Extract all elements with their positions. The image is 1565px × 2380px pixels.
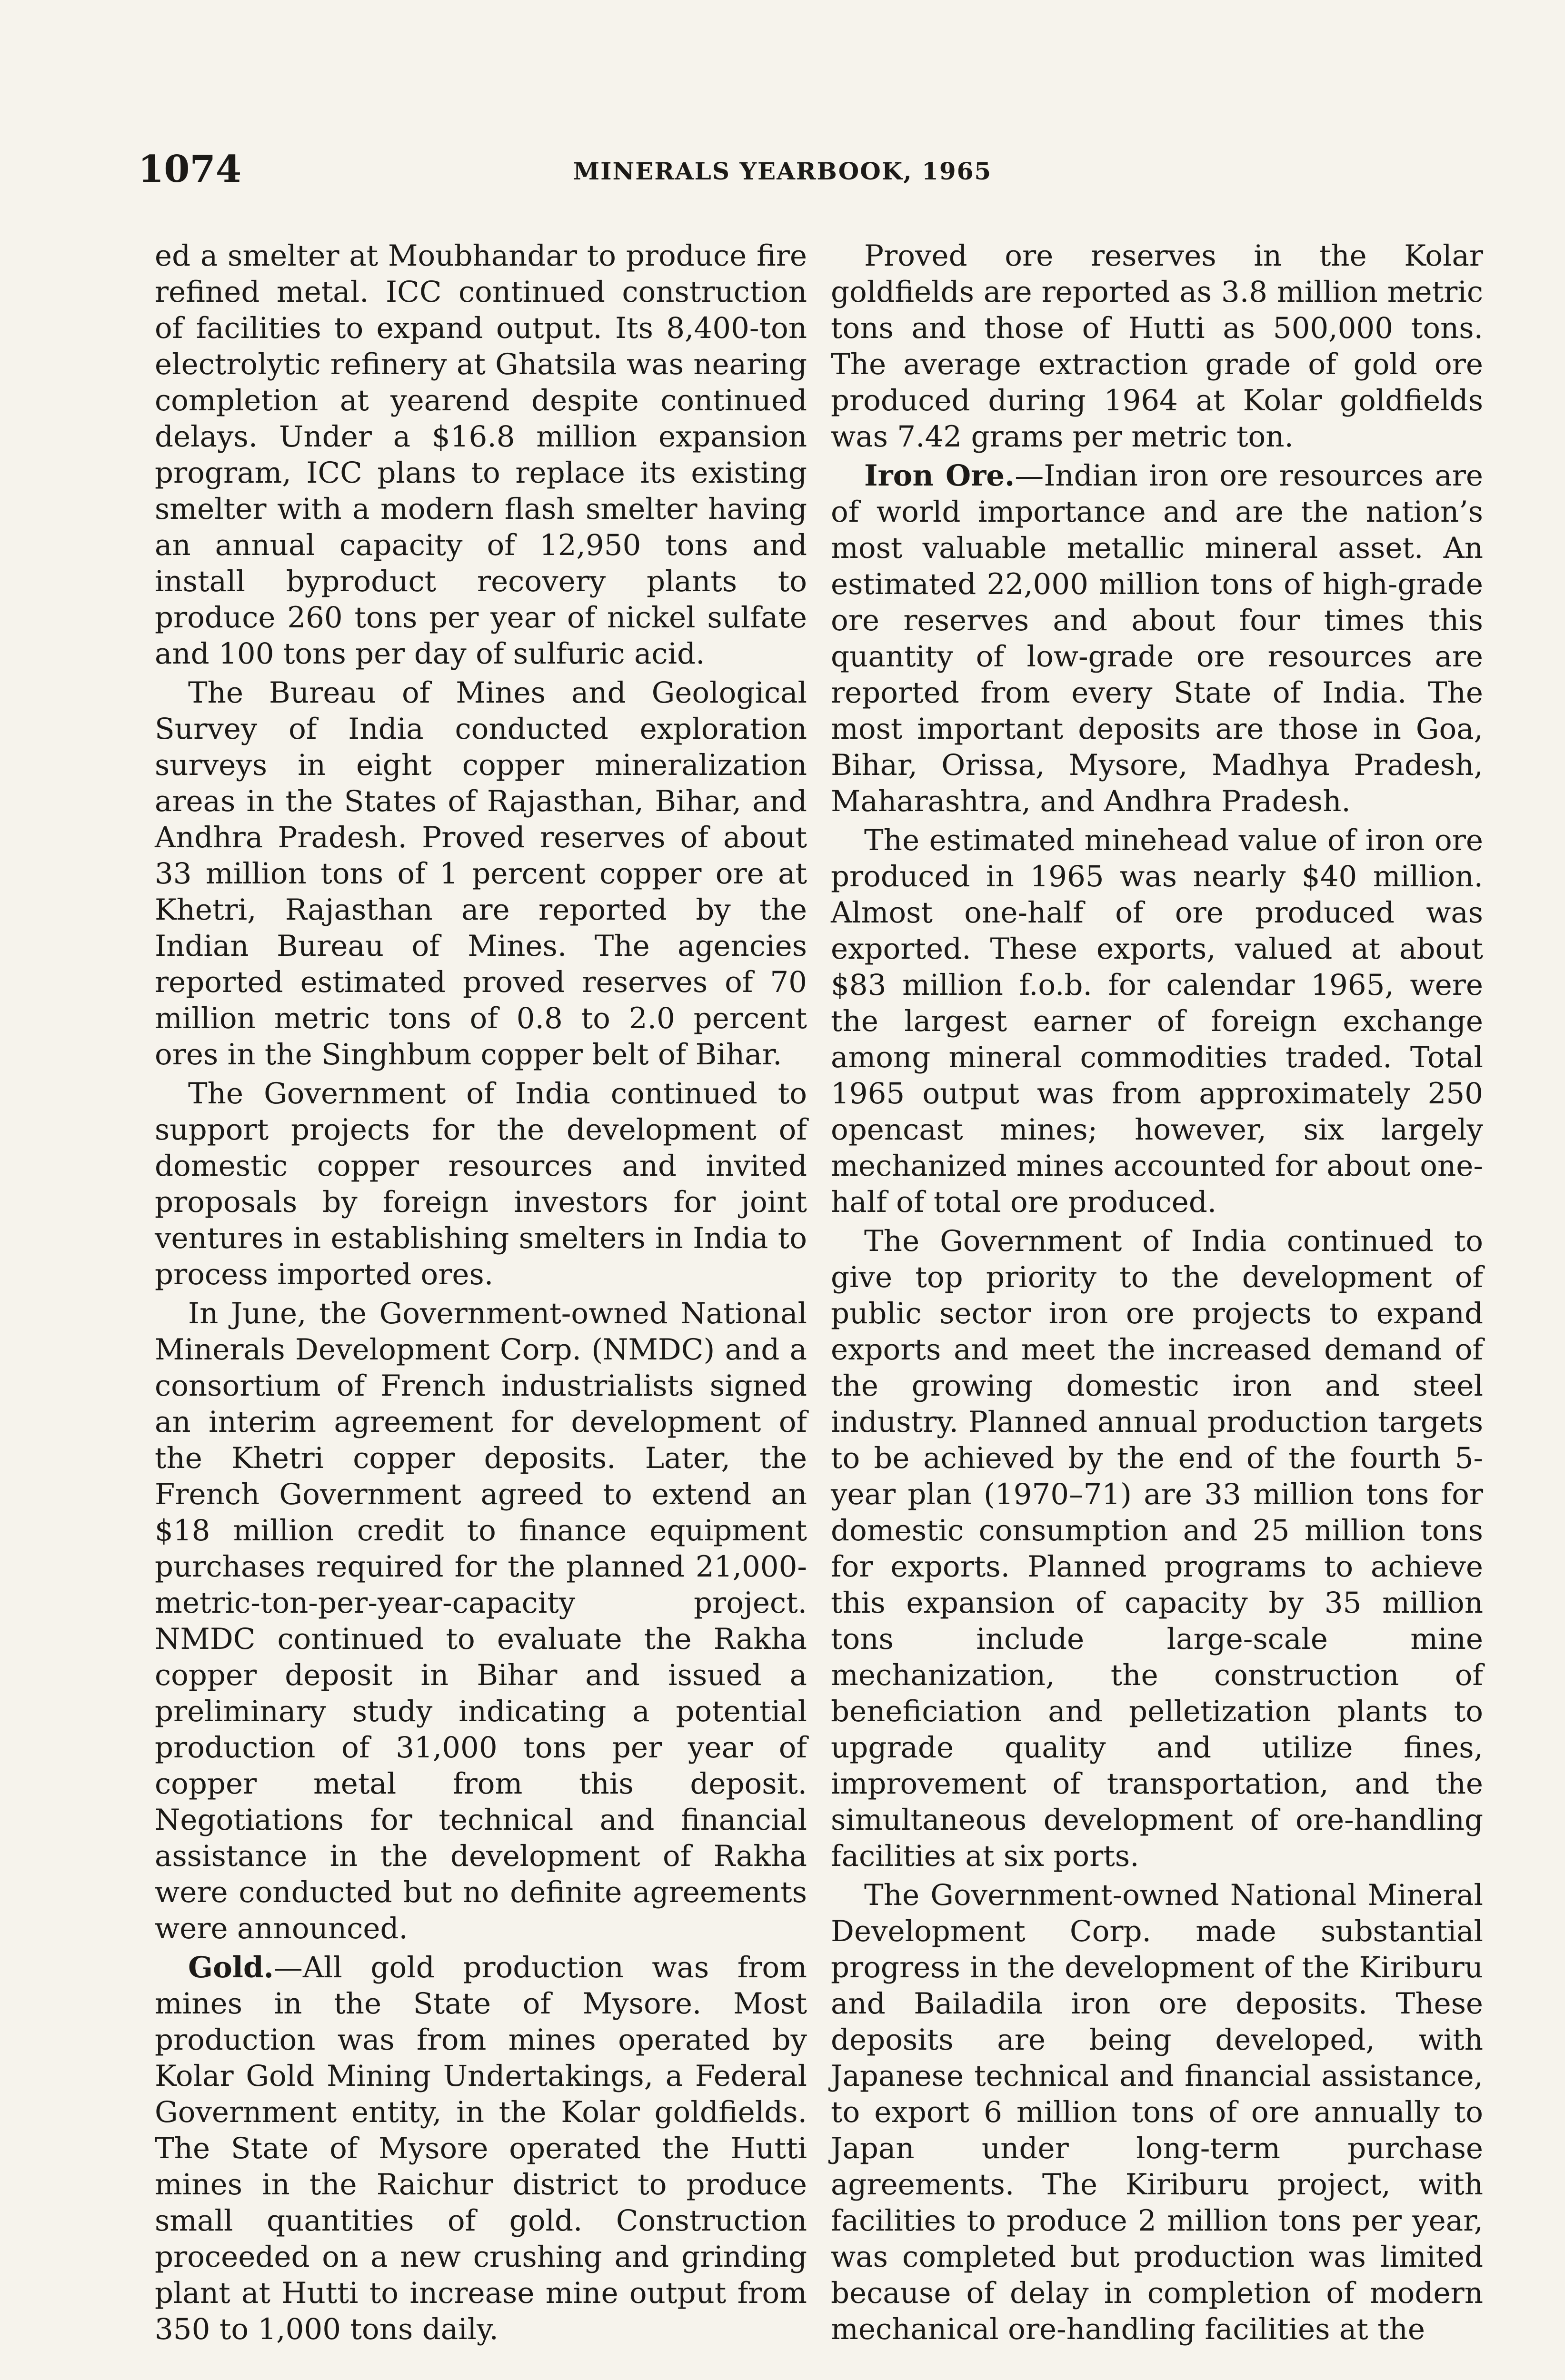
running-title: MINERALS YEARBOOK, 1965: [573, 157, 992, 185]
paragraph-text: —Indian iron ore resources are of world importance and are the nation’s most valuable metallic mineral asset. An estimated 22,000 million tons of high-grade ore reserves and about four times this quantity of low-grade ore resources are reported from every State of India. The most important deposits are those in Goa, Bihar, Orissa, Mysore, Madhya Pradesh, Maharashtra, and Andhra Pradesh.: [831, 459, 1483, 818]
paragraph-iron-ore: [831, 458, 1483, 820]
paragraph: The Government of India continued to give top priority to the development of public sector iron ore projects to expand exports and meet the increased demand of the growing domestic iron and steel industry. Planned annual production targets to be achieved by the end of the fourth 5-year plan (1970–71) are 33 million tons for domestic consumption and 25 million tons for exports. Planned programs to achieve this expansion of capacity by 35 million tons include large-scale mine mechanization, the construction of beneficiation and pelletization plants to upgrade quality and utilize fines, improvement of transportation, and the simultaneous development of ore-handling facilities at six ports.: [831, 1224, 1483, 1873]
paragraph: The Bureau of Mines and Geological Survey of India conducted exploration surveys in eight copper mineralization areas in the States of Rajasthan, Bihar, and Andhra Pradesh. Proved reserves of about 33 million tons of 1 percent copper ore at Khetri, Rajasthan are reported by the Indian Bureau of Mines. The agencies reported estimated proved reserves of 70 million metric tons of 0.8 to 2.0 percent ores in the Singhbum copper belt of Bihar.: [155, 676, 807, 1071]
paragraph-gold: [155, 1950, 807, 2348]
paragraph: The Government of India continued to support projects for the development of domestic copper resources and invited proposals by foreign investors for joint ventures in establishing smelters in India to process imported ores.: [155, 1077, 807, 1291]
page-number: 1074: [138, 148, 242, 191]
paragraph: Proved ore reserves in the Kolar goldfields are reported as 3.8 million metric tons and those of Hutti as 500,000 tons. The average extraction grade of gold ore produced during 1964 at Kolar goldfields was 7.42 grams per metric ton.: [831, 239, 1483, 454]
section-heading-iron-ore: Iron Ore.: [864, 459, 1015, 493]
paragraph: The Government-owned National Mineral Development Corp. made substantial progress in the development of the Kiriburu and Bailadila iron ore deposits. These deposits are being developed, with Japanese technical and financial assistance, to export 6 million tons of ore annually to Japan under long-term purchase agreements. The Kiriburu project, with facilities to produce 2 million tons per year, was completed but production was limited because of delay in completion of modern mechanical ore-handling facilities at the: [831, 1878, 1483, 2346]
paragraph: ed a smelter at Moubhandar to produce fire refined metal. ICC continued construction of facilities to expand output. Its 8,400-ton electrolytic refinery at Ghatsila was nearing completion at yearend despite continued delays. Under a $16.8 million expansion program, ICC plans to replace its existing smelter with a modern flash smelter having an annual capacity of 12,950 tons and install byproduct recovery plants to produce 260 tons per year of nickel sulfate and 100 tons per day of sulfuric acid.: [155, 239, 807, 671]
right-column: [831, 238, 1483, 2350]
paragraph-text: —All gold production was from mines in the State of Mysore. Most production was from mines operated by Kolar Gold Mining Undertakings, a Federal Government entity, in the Kolar goldfields. The State of Mysore operated the Hutti mines in the Raichur district to produce small quantities of gold. Construction proceeded on a new crushing and grinding plant at Hutti to increase mine output from 350 to 1,000 tons daily.: [155, 1951, 807, 2346]
paragraph: In June, the Government-owned National Minerals Development Corp. (NMDC) and a consortium of French industrialists signed an interim agreement for development of the Khetri copper deposits. Later, the French Government agreed to extend an $18 million credit to finance equipment purchases required for the planned 21,000-metric-ton-per-year-capacity project. NMDC continued to evaluate the Rakha copper deposit in Bihar and issued a preliminary study indicating a potential production of 31,000 tons per year of copper metal from this deposit. Negotiations for technical and financial assistance in the development of Rakha were conducted but no definite agreements were announced.: [155, 1297, 807, 1945]
left-column: [155, 238, 807, 2350]
section-heading-gold: Gold.: [188, 1951, 274, 1984]
paragraph: The estimated minehead value of iron ore produced in 1965 was nearly $40 million. Almost one-half of ore produced was exported. These exports, valued at about $83 million f.o.b. for calendar 1965, were the largest earner of foreign exchange among mineral commodities traded. Total 1965 output was from approximately 250 opencast mines; however, six largely mechanized mines accounted for about one-half of total ore produced.: [831, 823, 1483, 1219]
